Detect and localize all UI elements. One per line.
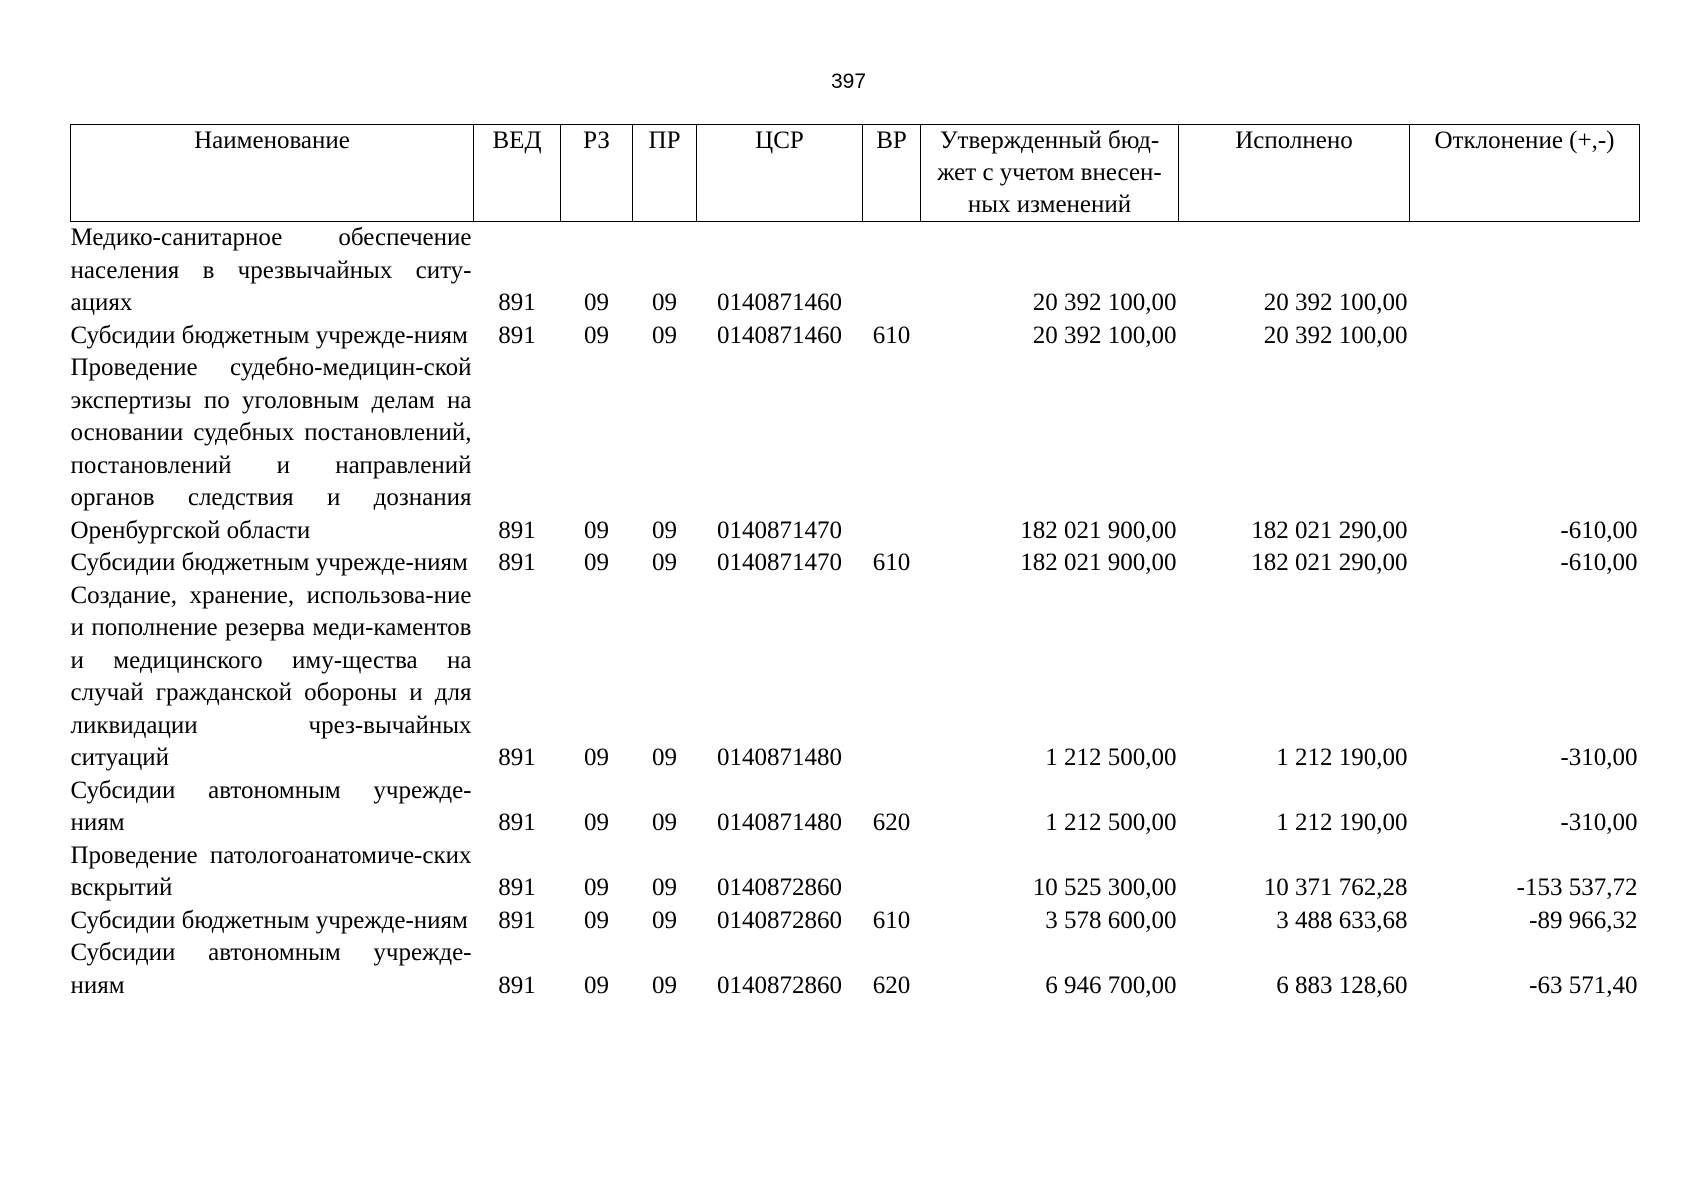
row-budget: 6 946 700,00	[1045, 971, 1177, 999]
row-vr: 620	[872, 971, 911, 999]
budget-table	[70, 124, 1640, 1002]
row-budget: 3 578 600,00	[1045, 906, 1177, 934]
row-deviation: -89 966,32	[1529, 906, 1638, 934]
table-row	[71, 320, 1640, 353]
table-row	[71, 775, 1640, 840]
row-pr: 09	[652, 874, 677, 901]
row-rz: 09	[584, 549, 609, 576]
row-vr: 610	[872, 549, 911, 576]
row-executed: 20 392 100,00	[1263, 321, 1408, 349]
header-deviation: Отклонение (+,-)	[1410, 125, 1640, 222]
header-csr: ЦСР	[697, 125, 863, 222]
row-deviation: -610,00	[1560, 549, 1638, 576]
header-executed: Исполнено	[1179, 125, 1410, 222]
row-budget: 20 392 100,00	[1032, 321, 1177, 349]
row-pr: 09	[652, 906, 677, 934]
row-ved: 891	[498, 549, 536, 576]
row-name: Субсидии бюджетным учрежде-ниям	[70, 321, 468, 349]
table-row	[71, 352, 1640, 547]
row-deviation	[1410, 222, 1640, 320]
row-name: Создание, хранение, использова-ние и пополнение резерва меди-каментов и медицинского иму-щества на случай гражданской обороны и для ликвидации чрез-вычайных ситуаций	[70, 581, 472, 771]
row-name: Субсидии автономным учрежде-ниям	[70, 939, 472, 999]
row-executed: 182 021 290,00	[1251, 516, 1408, 544]
header-ved: ВЕД	[474, 125, 561, 222]
row-rz: 09	[584, 971, 609, 999]
header-name: Наименование	[71, 125, 474, 222]
header-budget-line3: ных изменений	[967, 191, 1132, 218]
row-rz: 09	[584, 874, 609, 901]
row-csr: 0140871460	[717, 321, 842, 349]
table-row	[71, 840, 1640, 905]
row-name: Проведение патологоанатомиче-ских вскрытий	[70, 841, 472, 901]
row-csr: 0140872860	[717, 874, 842, 901]
row-vr	[863, 840, 921, 905]
row-csr: 0140871470	[717, 549, 842, 576]
row-ved: 891	[498, 516, 536, 544]
row-name: Субсидии бюджетным учрежде-ниям	[70, 549, 468, 576]
row-ved: 891	[498, 321, 536, 349]
row-executed: 1 212 190,00	[1276, 744, 1408, 771]
header-rz: РЗ	[561, 125, 633, 222]
row-csr: 0140872860	[717, 971, 842, 999]
row-pr: 09	[652, 809, 677, 836]
row-pr: 09	[652, 321, 677, 349]
row-ved: 891	[498, 289, 536, 316]
row-pr: 09	[652, 971, 677, 999]
row-vr	[863, 222, 921, 320]
header-budget-line2: жет с учетом внесен-	[937, 159, 1162, 186]
row-pr: 09	[652, 549, 677, 576]
row-csr: 0140872860	[717, 906, 842, 934]
row-rz: 09	[584, 516, 609, 544]
row-budget: 10 525 300,00	[1032, 874, 1177, 901]
page-number: 397	[830, 70, 867, 93]
row-name: Субсидии бюджетным учрежде-ниям	[70, 906, 468, 934]
row-vr: 610	[872, 906, 911, 934]
row-rz: 09	[584, 809, 609, 836]
row-pr: 09	[652, 289, 677, 316]
row-ved: 891	[498, 809, 536, 836]
row-budget: 1 212 500,00	[1045, 809, 1177, 836]
header-pr: ПР	[633, 125, 697, 222]
row-deviation: -610,00	[1560, 516, 1638, 544]
row-name: Медико-санитарное обеспечение населения в чрезвычайных ситу-ациях	[70, 224, 472, 316]
row-executed: 10 371 762,28	[1263, 874, 1408, 901]
row-name: Проведение судебно-медицин-ской экспертизы по уголовным делам на основании судебных постановлений, постановлений и направлений органов следствия и дознания Оренбургской области	[70, 354, 472, 544]
table-row	[71, 580, 1640, 775]
row-vr: 610	[872, 321, 911, 349]
row-budget: 182 021 900,00	[1020, 549, 1177, 576]
header-approved-budget	[921, 125, 1179, 222]
row-ved: 891	[498, 744, 536, 771]
row-name: Субсидии автономным учрежде-ниям	[70, 776, 472, 836]
row-budget: 20 392 100,00	[1032, 289, 1177, 316]
row-deviation: -310,00	[1560, 744, 1638, 771]
row-executed: 182 021 290,00	[1251, 549, 1408, 576]
row-rz: 09	[584, 906, 609, 934]
row-budget: 1 212 500,00	[1045, 744, 1177, 771]
row-vr: 620	[872, 809, 911, 836]
row-executed: 6 883 128,60	[1276, 971, 1408, 999]
row-csr: 0140871480	[717, 744, 842, 771]
row-pr: 09	[652, 744, 677, 771]
row-deviation: -153 537,72	[1516, 874, 1638, 901]
table-row	[71, 547, 1640, 580]
row-vr	[863, 352, 921, 547]
table-row	[71, 937, 1640, 1002]
header-vr: ВР	[863, 125, 921, 222]
row-executed: 3 488 633,68	[1276, 906, 1408, 934]
row-ved: 891	[498, 971, 536, 999]
row-csr: 0140871480	[717, 809, 842, 836]
row-deviation: -310,00	[1560, 809, 1638, 836]
row-rz: 09	[584, 744, 609, 771]
row-vr	[863, 580, 921, 775]
row-deviation	[1410, 320, 1640, 353]
header-budget-line1: Утвержденный бюд-	[939, 127, 1160, 154]
row-rz: 09	[584, 289, 609, 316]
table-row	[71, 905, 1640, 938]
row-budget: 182 021 900,00	[1020, 516, 1177, 544]
row-pr: 09	[652, 516, 677, 544]
row-csr: 0140871470	[717, 516, 842, 544]
row-ved: 891	[498, 874, 536, 901]
row-ved: 891	[498, 906, 536, 934]
row-executed: 1 212 190,00	[1276, 809, 1408, 836]
row-deviation: -63 571,40	[1529, 971, 1638, 999]
header-row	[71, 125, 1640, 222]
row-rz: 09	[584, 321, 609, 349]
row-executed: 20 392 100,00	[1263, 289, 1408, 316]
row-csr: 0140871460	[717, 289, 842, 316]
table-row	[71, 222, 1640, 320]
